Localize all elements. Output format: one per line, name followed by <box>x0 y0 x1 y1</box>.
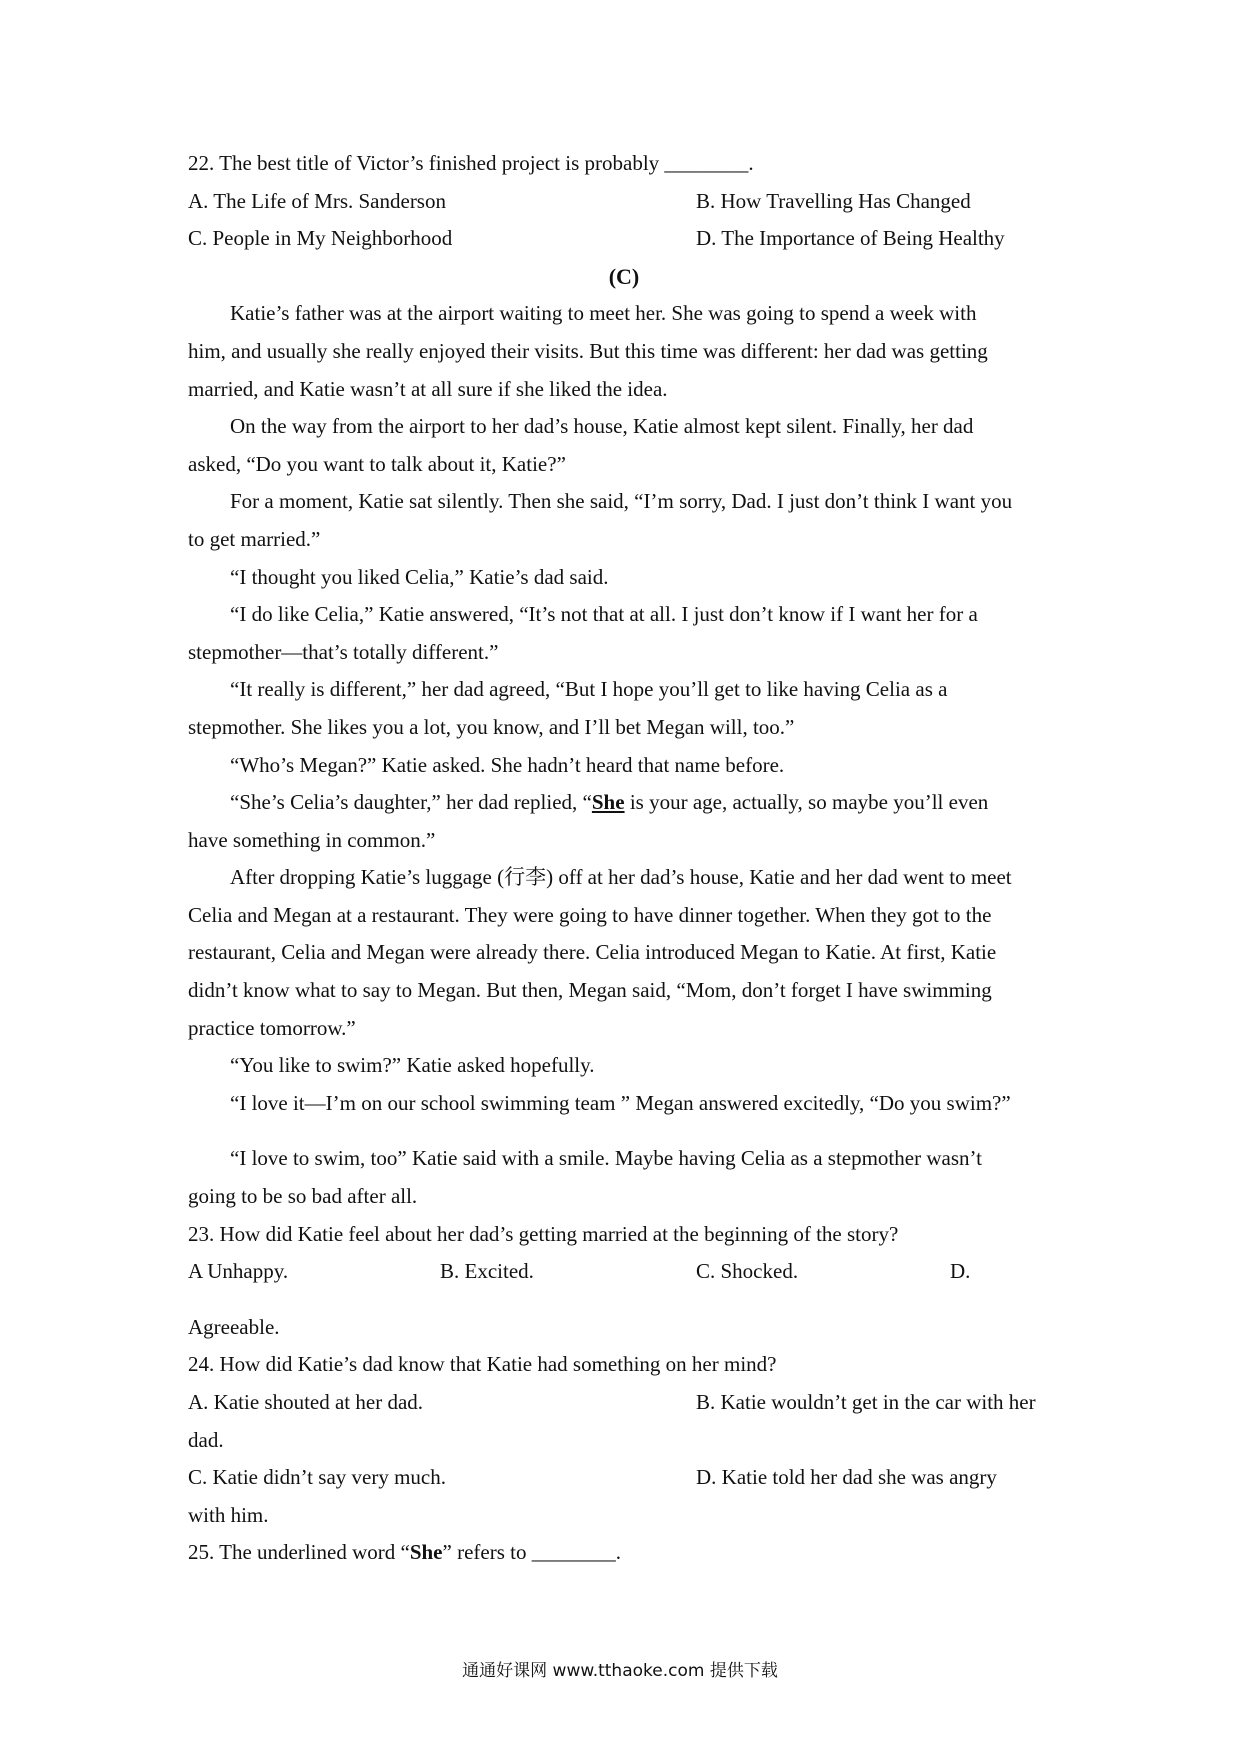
q22-option-c: C. People in My Neighborhood <box>188 226 453 251</box>
q24-stem: 24. How did Katie’s dad know that Katie had something on her mind? <box>188 1352 777 1377</box>
q23-option-d: D. <box>950 1259 971 1284</box>
passage-line: restaurant, Celia and Megan were already there. Celia introduced Megan to Katie. At first, Katie <box>188 940 997 965</box>
passage-line: “I thought you liked Celia,” Katie’s dad said. <box>230 564 609 589</box>
passage-line: “You like to swim?” Katie asked hopefully. <box>230 1053 595 1078</box>
passage-line: didn’t know what to say to Megan. But then, Megan said, “Mom, don’t forget I have swimming <box>188 978 992 1003</box>
q25-text: 25. The underlined word “ <box>188 1540 410 1565</box>
q25-text: ” refers to ________. <box>442 1540 621 1565</box>
q23-option-b: B. Excited. <box>440 1259 534 1284</box>
page-footer: 通通好课网 www.tthaoke.com 提供下载 <box>462 1661 778 1681</box>
q24-option-d-cont: with him. <box>188 1502 269 1527</box>
underlined-word-she: She <box>591 790 625 815</box>
q24-options-cd <box>188 1459 1060 1497</box>
passage-line: “It really is different,” her dad agreed, “But I hope you’ll get to like having Celia as a <box>230 677 948 702</box>
passage-line: “I do like Celia,” Katie answered, “It’s not that at all. I just don’t know if I want her for a <box>230 602 978 627</box>
passage-text: “She’s Celia’s daughter,” her dad replied, “ <box>230 790 592 815</box>
q25-stem <box>188 1534 1060 1572</box>
q23-option-c: C. Shocked. <box>696 1259 799 1284</box>
q22-option-a: A. The Life of Mrs. Sanderson <box>188 188 446 213</box>
passage-line: On the way from the airport to her dad’s house, Katie almost kept silent. Finally, her dad <box>230 414 974 439</box>
passage-line: stepmother—that’s totally different.” <box>188 639 499 664</box>
document-content <box>188 145 1060 1572</box>
passage-line: “Who’s Megan?” Katie asked. She hadn’t heard that name before. <box>230 752 785 777</box>
q22-options-cd <box>188 220 1060 258</box>
passage-line: “I love to swim, too” Katie said with a smile. Maybe having Celia as a stepmother wasn’t <box>230 1146 982 1171</box>
q24-option-a: A. Katie shouted at her dad. <box>188 1390 424 1414</box>
passage-text: is your age, actually, so maybe you’ll even <box>624 790 989 815</box>
spacer <box>188 1122 1060 1140</box>
passage-line: married, and Katie wasn’t at all sure if she liked the idea. <box>188 376 668 401</box>
q24-option-b: B. Katie wouldn’t get in the car with her <box>696 1390 1036 1414</box>
passage-line: stepmother. She likes you a lot, you know, and I’ll bet Megan will, too.” <box>188 714 795 739</box>
passage-line: “I love it—I’m on our school swimming team ” Megan answered excitedly, “Do you swim?” <box>230 1090 1011 1115</box>
section-label: (C) <box>608 263 640 289</box>
q22-option-d: D. The Importance of Being Healthy <box>696 226 1005 251</box>
passage-line: For a moment, Katie sat silently. Then she said, “I’m sorry, Dad. I just don’t think I want you <box>230 489 1013 514</box>
passage-line: going to be so bad after all. <box>188 1184 418 1209</box>
q24-options-ab <box>188 1384 1060 1422</box>
passage-line: practice tomorrow.” <box>188 1015 356 1040</box>
q22-option-b: B. How Travelling Has Changed <box>696 188 971 213</box>
passage-line-underlined <box>188 784 1060 822</box>
q23-option-d-cont: Agreeable. <box>188 1314 280 1339</box>
q25-word-she: She <box>409 1540 443 1565</box>
q22-options-ab <box>188 183 1060 221</box>
passage-line: him, and usually she really enjoyed their visits. But this time was different: her dad was getting <box>188 338 988 363</box>
passage-line: to get married.” <box>188 526 321 551</box>
passage-line: After dropping Katie’s luggage (行李) off at her dad’s house, Katie and her dad went to meet <box>230 865 1012 890</box>
passage-line: Katie’s father was at the airport waiting to meet her. She was going to spend a week with <box>230 301 977 326</box>
q24-option-c: C. Katie didn’t say very much. <box>188 1465 446 1490</box>
spacer <box>188 1291 1060 1309</box>
q23-option-a: A Unhappy. <box>188 1259 289 1284</box>
passage-line: Celia and Megan at a restaurant. They were going to have dinner together. When they got to the <box>188 902 992 927</box>
q23-stem: 23. How did Katie feel about her dad’s getting married at the beginning of the story? <box>188 1221 899 1246</box>
q23-options <box>188 1253 1060 1291</box>
q24-option-d: D. Katie told her dad she was angry <box>696 1465 997 1490</box>
passage-line: have something in common.” <box>188 827 436 852</box>
q22-stem: 22. The best title of Victor’s finished project is probably ________. <box>188 151 754 175</box>
q24-option-b-cont: dad. <box>188 1427 224 1452</box>
passage-line: asked, “Do you want to talk about it, Katie?” <box>188 451 566 476</box>
